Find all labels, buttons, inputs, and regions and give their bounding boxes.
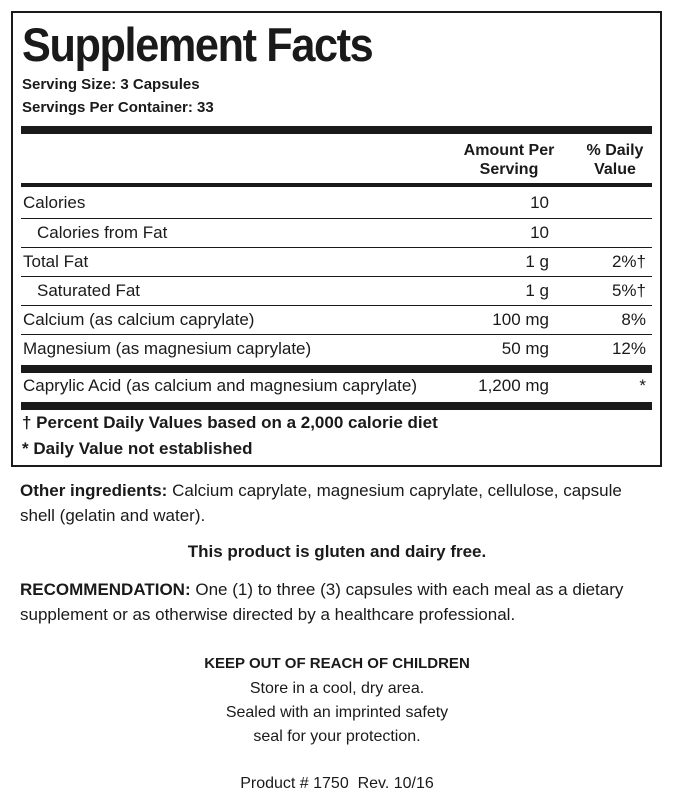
recommendation-label: RECOMMENDATION: <box>20 580 191 599</box>
nutrient-row <box>21 372 652 400</box>
amount-header-line1: Amount Per <box>463 142 555 159</box>
nutrient-label: Magnesium (as magnesium caprylate) <box>23 339 312 358</box>
nutrient-daily-value: * <box>639 376 646 395</box>
nutrient-row <box>21 306 652 334</box>
nutrient-label: Total Fat <box>23 252 89 271</box>
divider-medium <box>21 183 652 187</box>
recommendation <box>20 577 660 627</box>
amount-header <box>454 141 564 179</box>
daily-value-header-line1: % Daily <box>586 142 644 159</box>
footnote-daily-value-not-established: * Daily Value not established <box>22 439 253 458</box>
daily-value-header-line2: Value <box>594 161 636 178</box>
nutrient-amount: 10 <box>530 223 549 242</box>
other-ingredients-text: Calcium caprylate, magnesium caprylate, cellulose, capsule shell (gelatin and water). <box>20 481 622 525</box>
footnote-percent-daily-values: † Percent Daily Values based on a 2,000 calorie diet <box>22 413 438 432</box>
nutrient-daily-value: 5%† <box>611 281 646 300</box>
nutrient-daily-value: 12% <box>611 339 646 358</box>
daily-value-header <box>579 141 651 179</box>
nutrient-row <box>21 219 652 247</box>
gluten-dairy-statement: This product is gluten and dairy free. <box>187 542 487 561</box>
recommendation-text: One (1) to three (3) capsules with each meal as a dietary supplement or as otherwise directed by a healthcare professional. <box>20 580 624 624</box>
serving-size: Serving Size: 3 Capsules <box>22 76 200 93</box>
nutrient-row <box>21 189 652 217</box>
safety-seal-line2: seal for your protection. <box>253 728 421 745</box>
nutrient-label: Caprylic Acid (as calcium and magnesium caprylate) <box>23 376 417 395</box>
nutrient-amount: 1 g <box>525 252 549 271</box>
nutrient-amount: 10 <box>530 193 549 212</box>
other-ingredients-label: Other ingredients: <box>20 481 168 500</box>
panel-title: Supplement Facts <box>22 18 373 71</box>
servings-per-container: Servings Per Container: 33 <box>22 99 214 116</box>
nutrient-label: Calcium (as calcium caprylate) <box>23 310 255 329</box>
amount-header-line2: Serving <box>479 161 539 178</box>
nutrient-amount: 50 mg <box>501 339 549 358</box>
nutrient-daily-value: 2%† <box>611 252 646 271</box>
supplement-facts-panel <box>11 11 662 467</box>
nutrient-amount: 100 mg <box>492 310 549 329</box>
nutrient-row <box>21 248 652 276</box>
divider-thick <box>21 126 652 134</box>
safety-seal-line1: Sealed with an imprinted safety <box>225 704 449 721</box>
warning-heading: KEEP OUT OF REACH OF CHILDREN <box>204 655 470 672</box>
nutrient-row <box>21 277 652 305</box>
nutrient-row <box>21 335 652 363</box>
nutrient-daily-value: 8% <box>621 310 646 329</box>
other-ingredients <box>20 478 660 528</box>
product-number-revision: Product # 1750 Rev. 10/16 <box>240 775 434 792</box>
nutrient-label: Calories <box>23 193 86 212</box>
divider-thick <box>21 402 652 410</box>
storage-instruction: Store in a cool, dry area. <box>249 680 425 697</box>
nutrient-amount: 1 g <box>525 281 549 300</box>
nutrient-label: Calories from Fat <box>37 223 168 242</box>
nutrient-label: Saturated Fat <box>37 281 141 300</box>
nutrient-amount: 1,200 mg <box>478 376 549 395</box>
